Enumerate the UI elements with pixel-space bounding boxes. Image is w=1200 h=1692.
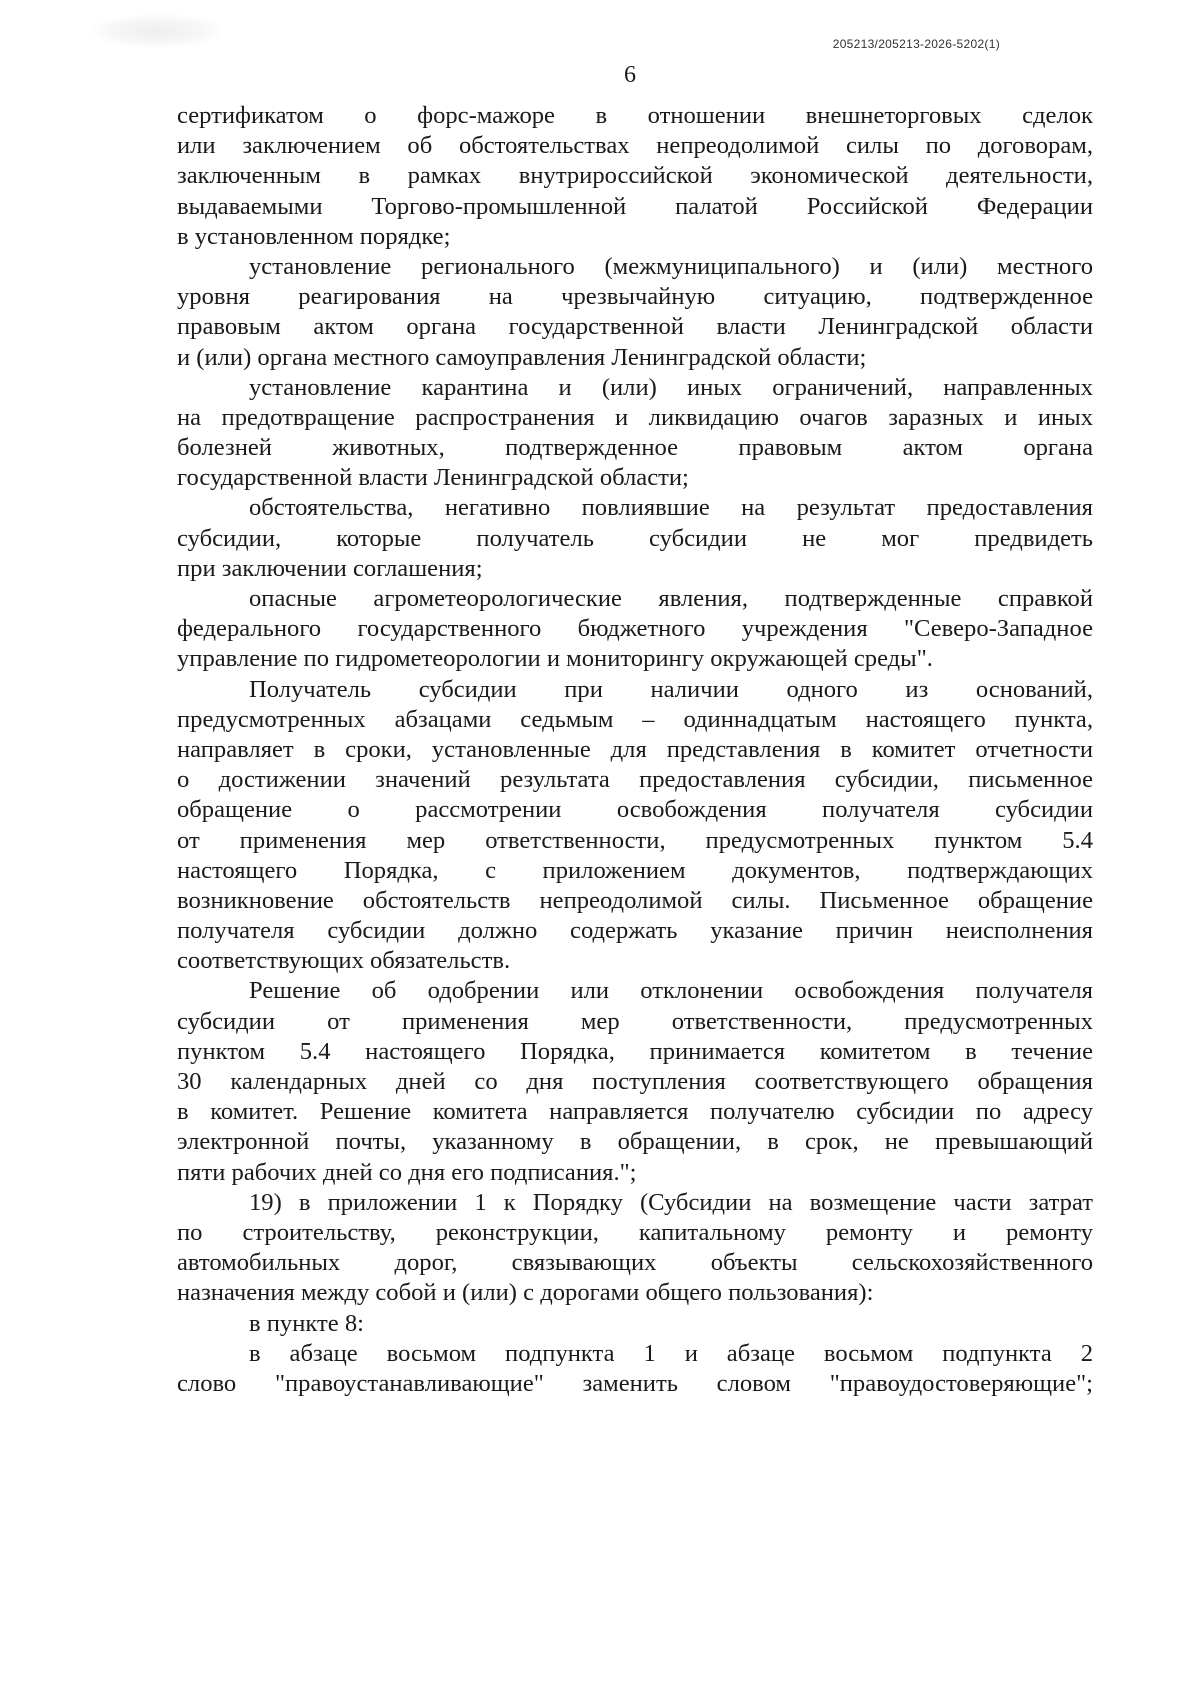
text-line: от применения мер ответственности, предусмотренных пунктом 5.4 bbox=[177, 826, 1093, 854]
text-line: в установленном порядке; bbox=[177, 222, 451, 250]
text-line: установление регионального (межмуниципального) и (или) местного bbox=[249, 252, 1093, 280]
text-line: уровня реагирования на чрезвычайную ситуацию, подтвержденное bbox=[177, 283, 1093, 311]
text-line: автомобильных дорог, связывающих объекты сельскохозяйственного bbox=[177, 1249, 1093, 1277]
text-line: получателя субсидии должно содержать указание причин неисполнения bbox=[177, 917, 1093, 945]
text-line: в пункте 8: bbox=[249, 1309, 364, 1337]
text-line: на предотвращение распространения и ликвидацию очагов заразных и иных bbox=[177, 403, 1093, 431]
document-body bbox=[177, 101, 1093, 1399]
text-line: возникновение обстоятельств непреодолимой силы. Письменное обращение bbox=[177, 886, 1093, 914]
text-line: и (или) органа местного самоуправления Ленинградской области; bbox=[177, 343, 867, 371]
text-line: управление по гидрометеорологии и мониторингу окружающей среды". bbox=[177, 645, 933, 673]
text-line: предусмотренных абзацами седьмым – одиннадцатым настоящего пункта, bbox=[177, 705, 1093, 733]
text-line: правовым актом органа государственной власти Ленинградской области bbox=[177, 313, 1093, 341]
text-line: обращение о рассмотрении освобождения получателя субсидии bbox=[177, 796, 1093, 824]
text-line: о достижении значений результата предоставления субсидии, письменное bbox=[177, 766, 1093, 794]
text-line: выдаваемыми Торгово-промышленной палатой Российской Федерации bbox=[177, 192, 1093, 220]
text-line: установление карантина и (или) иных ограничений, направленных bbox=[249, 373, 1093, 401]
text-line: сертификатом о форс-мажоре в отношении внешнеторговых сделок bbox=[177, 102, 1093, 129]
text-line: болезней животных, подтвержденное правовым актом органа bbox=[177, 434, 1093, 462]
text-line: пунктом 5.4 настоящего Порядка, принимается комитетом в течение bbox=[177, 1037, 1093, 1065]
text-line: или заключением об обстоятельствах непреодолимой силы по договорам, bbox=[177, 132, 1093, 160]
text-line: 19) в приложении 1 к Порядку (Субсидии на возмещение части затрат bbox=[249, 1188, 1093, 1216]
text-line: 30 календарных дней со дня поступления соответствующего обращения bbox=[177, 1068, 1093, 1095]
page-number: 6 bbox=[624, 62, 636, 88]
text-line: субсидии, которые получатель субсидии не мог предвидеть bbox=[177, 524, 1093, 552]
text-line: пяти рабочих дней со дня его подписания."; bbox=[177, 1158, 637, 1186]
scan-smudge bbox=[92, 14, 222, 48]
text-line: заключенным в рамках внутрироссийской экономической деятельности, bbox=[177, 162, 1093, 190]
text-line: слово "правоустанавливающие" заменить словом "правоудостоверяющие"; bbox=[177, 1369, 1093, 1397]
text-line: Решение об одобрении или отклонении освобождения получателя bbox=[249, 977, 1093, 1005]
text-line: при заключении соглашения; bbox=[177, 554, 483, 582]
text-line: субсидии от применения мер ответственности, предусмотренных bbox=[177, 1007, 1093, 1035]
text-line: государственной власти Ленинградской области; bbox=[177, 464, 689, 492]
text-line: по строительству, реконструкции, капитальному ремонту и ремонту bbox=[177, 1218, 1093, 1246]
text-line: соответствующих обязательств. bbox=[177, 947, 511, 975]
text-line: обстоятельства, негативно повлиявшие на результат предоставления bbox=[249, 494, 1093, 522]
text-line: направляет в сроки, установленные для представления в комитет отчетности bbox=[177, 735, 1093, 763]
text-line: федерального государственного бюджетного учреждения "Северо-Западное bbox=[177, 615, 1093, 643]
text-line: в абзаце восьмом подпункта 1 и абзаце восьмом подпункта 2 bbox=[249, 1339, 1093, 1367]
document-id: 205213/205213-2026-5202(1) bbox=[832, 37, 1000, 51]
text-line: опасные агрометеорологические явления, подтвержденные справкой bbox=[249, 585, 1093, 612]
text-line: в комитет. Решение комитета направляется получателю субсидии по адресу bbox=[177, 1098, 1093, 1126]
text-line: назначения между собой и (или) с дорогами общего пользования): bbox=[177, 1279, 874, 1307]
text-line: электронной почты, указанному в обращении, в срок, не превышающий bbox=[177, 1128, 1093, 1156]
text-line: настоящего Порядка, с приложением документов, подтверждающих bbox=[177, 856, 1093, 884]
text-line: Получатель субсидии при наличии одного из оснований, bbox=[249, 675, 1093, 703]
